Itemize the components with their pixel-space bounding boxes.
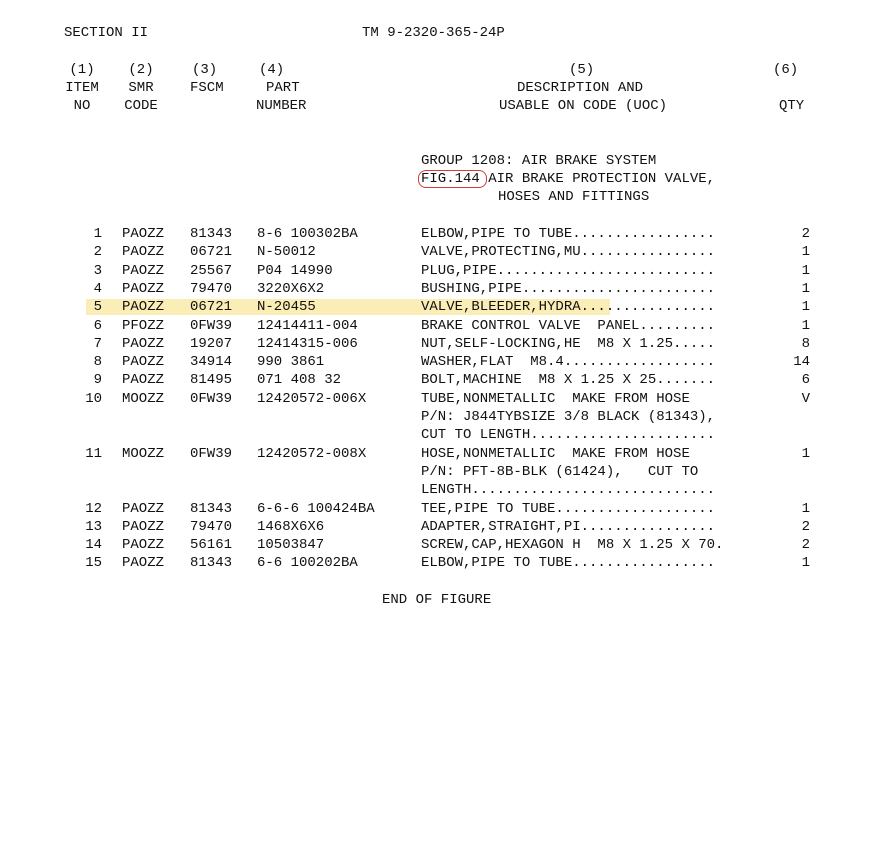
item-number: 14 (85, 537, 102, 554)
part-number: 071 408 32 (257, 372, 342, 389)
description-line: BUSHING,PIPE....................... (421, 280, 716, 297)
column-header-c3-line-1: (3) (192, 62, 218, 78)
description-line: CUT TO LENGTH...................... (421, 427, 716, 444)
smr-code: PAOZZ (122, 555, 165, 572)
description-line: ADAPTER,STRAIGHT,PI................ (421, 518, 716, 535)
item-number: 3 (93, 262, 102, 279)
item-number: 13 (85, 518, 102, 535)
part-number: 990 3861 (257, 354, 325, 371)
description-line: PLUG,PIPE.......................... (421, 262, 716, 279)
description-line: WASHER,FLAT M8.4.................. (421, 354, 716, 371)
smr-code: MOOZZ (122, 390, 165, 407)
quantity: 1 (801, 555, 810, 572)
description-line: P/N: PFT-8B-BLK (61424), CUT TO (421, 463, 699, 480)
description-line: VALVE,BLEEDER,HYDRA................ (421, 299, 716, 316)
quantity: 2 (801, 518, 810, 535)
column-header-c1-line-2: ITEM (65, 80, 99, 96)
part-number: P04 14990 (257, 262, 333, 279)
description-line: ELBOW,PIPE TO TUBE................. (421, 226, 716, 242)
quantity: 14 (793, 354, 810, 371)
smr-code: MOOZZ (122, 445, 165, 462)
description-line: LENGTH............................. (421, 482, 716, 499)
figure-title (421, 170, 715, 188)
group-title: GROUP 1208: AIR BRAKE SYSTEM (421, 153, 657, 169)
column-header-c1-line-1: (1) (69, 62, 95, 78)
quantity: 8 (801, 335, 810, 352)
part-number: 6-6-6 100424BA (257, 500, 375, 517)
quantity: 1 (801, 244, 810, 261)
column-header-c2-line-1: (2) (128, 62, 154, 78)
fscm-code: 25567 (190, 262, 233, 279)
fscm-code: 56161 (190, 537, 233, 554)
column-header-c2-line-3: CODE (124, 98, 158, 114)
quantity: 1 (801, 317, 810, 334)
figure-number: FIG.144 (421, 171, 480, 187)
part-number: 12420572-008X (257, 445, 367, 462)
part-number: 10503847 (257, 537, 325, 554)
column-header-c4-line-2: PART (266, 80, 300, 96)
quantity: 1 (801, 445, 810, 462)
part-number: 8-6 100302BA (257, 226, 358, 242)
item-number: 10 (85, 390, 102, 407)
column-header-c3-line-2: FSCM (190, 80, 224, 96)
fscm-code: 0FW39 (190, 390, 233, 407)
fscm-code: 06721 (190, 299, 233, 316)
smr-code: PAOZZ (122, 518, 165, 535)
column-header-c2-line-2: SMR (128, 80, 154, 96)
item-number: 6 (93, 317, 102, 334)
fscm-code: 81343 (190, 555, 233, 572)
quantity: 1 (801, 280, 810, 297)
smr-code: PAOZZ (122, 372, 165, 389)
quantity: 1 (801, 500, 810, 517)
figure-subtitle: HOSES AND FITTINGS (498, 189, 650, 205)
description-line: BRAKE CONTROL VALVE PANEL......... (421, 317, 716, 334)
description-line: ELBOW,PIPE TO TUBE................. (421, 555, 716, 572)
fscm-code: 06721 (190, 244, 233, 261)
smr-code: PAOZZ (122, 262, 165, 279)
item-number: 1 (93, 226, 102, 242)
part-number: 12414315-006 (257, 335, 358, 352)
quantity: V (801, 390, 810, 407)
smr-code: PFOZZ (122, 317, 165, 334)
item-number: 11 (85, 445, 102, 462)
part-number: 12414411-004 (257, 317, 358, 334)
column-header-c1-line-3: NO (73, 98, 91, 114)
description-line: SCREW,CAP,HEXAGON H M8 X 1.25 X 70. (421, 537, 724, 554)
smr-code: PAOZZ (122, 280, 165, 297)
section-label: SECTION II (64, 25, 149, 41)
column-header-c5-line-2: DESCRIPTION AND (517, 80, 644, 96)
item-number: 4 (93, 280, 102, 297)
fscm-code: 81343 (190, 500, 233, 517)
description-line: P/N: J844TYBSIZE 3/8 BLACK (81343), (421, 409, 716, 425)
smr-code: PAOZZ (122, 226, 165, 242)
description-line: TUBE,NONMETALLIC MAKE FROM HOSE (421, 390, 690, 407)
fscm-code: 79470 (190, 518, 233, 535)
description-line: NUT,SELF-LOCKING,HE M8 X 1.25..... (421, 335, 716, 352)
fscm-code: 19207 (190, 335, 233, 352)
description-line: BOLT,MACHINE M8 X 1.25 X 25....... (421, 372, 716, 389)
item-number: 8 (93, 354, 102, 371)
item-number: 9 (93, 372, 102, 389)
tm-number: TM 9-2320-365-24P (362, 25, 505, 41)
description-line: VALVE,PROTECTING,MU................ (421, 244, 716, 261)
item-number: 12 (85, 500, 102, 517)
end-of-figure: END OF FIGURE (382, 592, 492, 608)
description-line: HOSE,NONMETALLIC MAKE FROM HOSE (421, 445, 690, 462)
column-header-c5-line-1: (5) (569, 62, 595, 78)
part-number: 3220X6X2 (257, 280, 325, 297)
smr-code: PAOZZ (122, 244, 165, 261)
smr-code: PAOZZ (122, 500, 165, 517)
item-number: 15 (85, 555, 102, 572)
fscm-code: 0FW39 (190, 317, 233, 334)
quantity: 1 (801, 299, 810, 316)
fscm-code: 79470 (190, 280, 233, 297)
part-number: 6-6 100202BA (257, 555, 358, 572)
column-header-c4-line-3: NUMBER (256, 98, 307, 114)
column-header-c5-line-3: USABLE ON CODE (UOC) (499, 98, 668, 114)
smr-code: PAOZZ (122, 537, 165, 554)
figure-title-text: AIR BRAKE PROTECTION VALVE, (479, 171, 716, 187)
part-number: N-50012 (257, 244, 316, 261)
fscm-code: 81495 (190, 372, 233, 389)
smr-code: PAOZZ (122, 335, 165, 352)
smr-code: PAOZZ (122, 354, 165, 371)
column-header-c6-line-1: (6) (773, 62, 799, 78)
quantity: 2 (801, 226, 810, 242)
part-number: N-20455 (257, 299, 316, 316)
part-number: 1468X6X6 (257, 518, 325, 535)
fscm-code: 81343 (190, 226, 233, 242)
column-header-c4-line-1: (4) (259, 62, 285, 78)
quantity: 1 (801, 262, 810, 279)
quantity: 6 (801, 372, 810, 389)
description-line: TEE,PIPE TO TUBE................... (421, 500, 716, 517)
smr-code: PAOZZ (122, 299, 165, 316)
fscm-code: 34914 (190, 354, 233, 371)
item-number: 7 (93, 335, 102, 352)
part-number: 12420572-006X (257, 390, 367, 407)
fscm-code: 0FW39 (190, 445, 233, 462)
item-number: 2 (93, 244, 102, 261)
quantity: 2 (801, 537, 810, 554)
item-number: 5 (93, 299, 102, 316)
column-header-c6-line-3: QTY (779, 98, 805, 114)
